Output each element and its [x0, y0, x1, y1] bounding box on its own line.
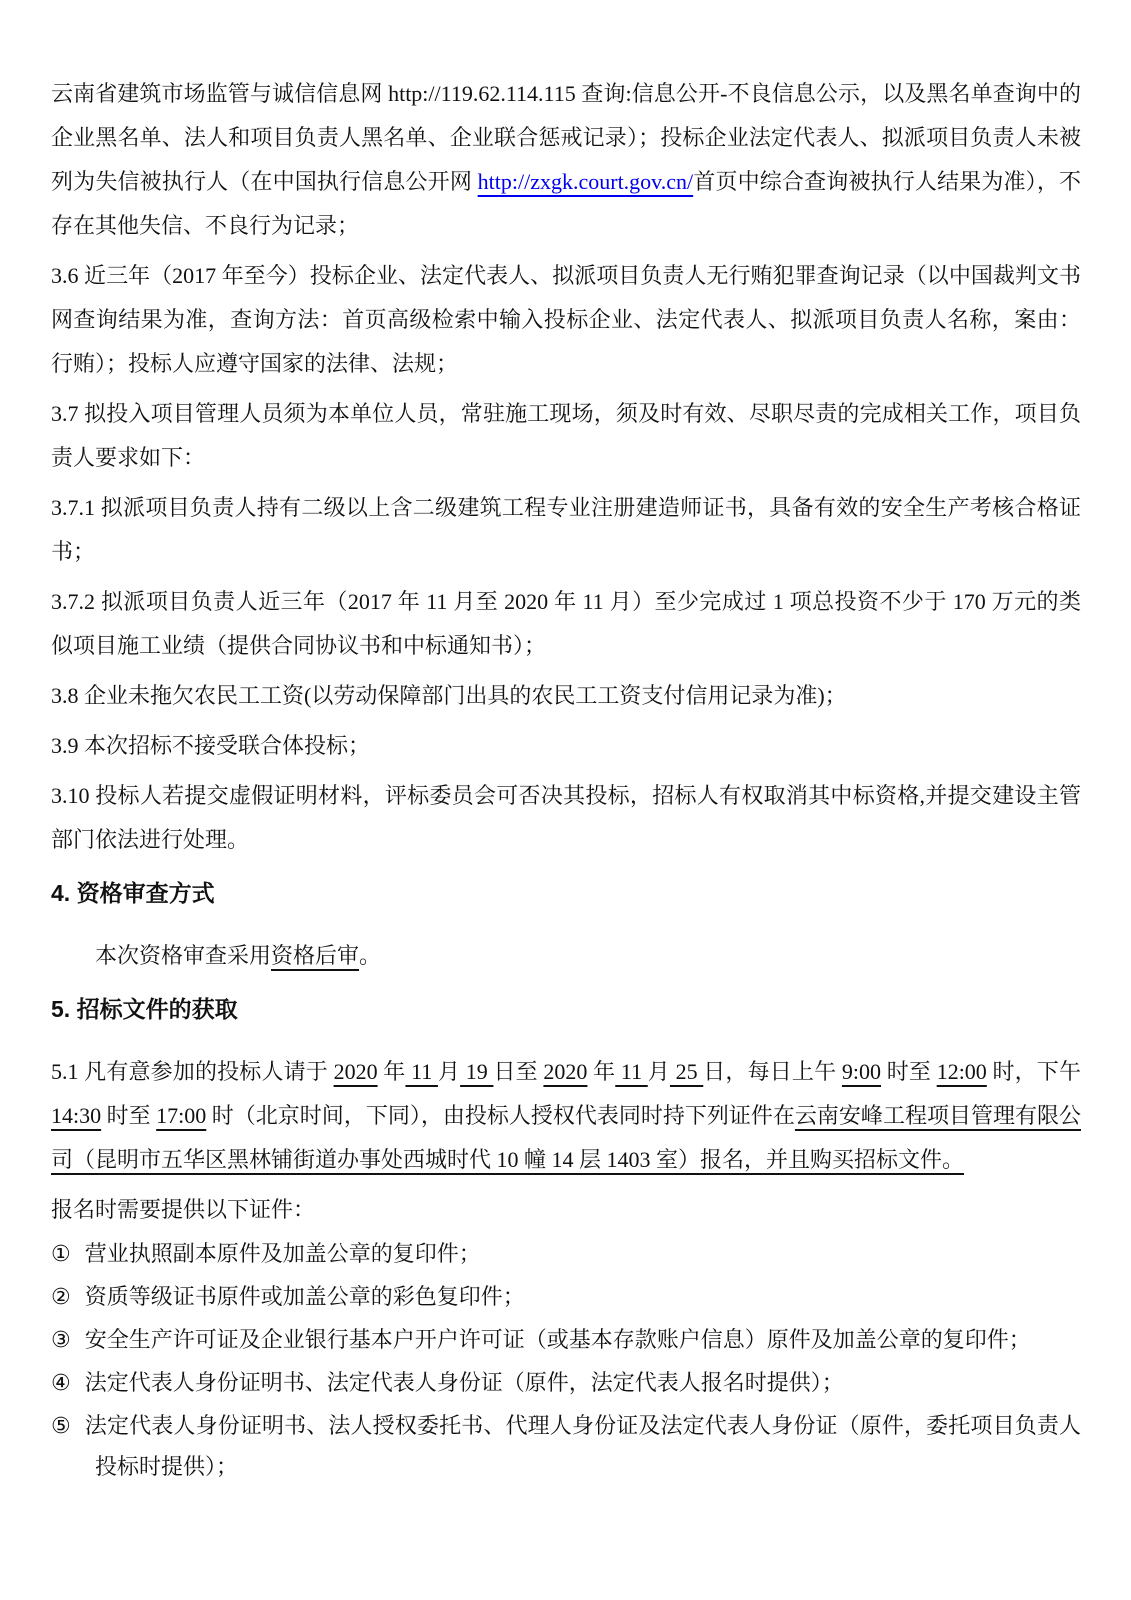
list-item-1	[51, 1234, 1081, 1275]
text-run: 时至	[101, 1103, 157, 1128]
circled-number-3: ③	[51, 1328, 71, 1353]
text-run: 云南省建筑市场监管与诚信信息网 http://119.62.114.115 查询:信息公开-不良信息公示，以及黑名单查询中的企业黑名单、法人和项目负责人黑名单、企业联合惩戒记录）；投标企业法定代表人、拟派项目负责人未被列为失信被执行人（在中国执行信息公开网	[51, 81, 1081, 194]
text-run: 年	[377, 1059, 406, 1084]
list-item-text: 安全生产许可证及企业银行基本户开户许可证（或基本存款账户信息）原件及加盖公章的复印件；	[84, 1327, 1031, 1352]
underlined-month-end: 11	[615, 1059, 648, 1084]
text-run: 月	[647, 1059, 670, 1084]
paragraph-3-9: 3.9 本次招标不接受联合体投标；	[51, 733, 371, 758]
underlined-time-afternoon-start: 14:30	[51, 1103, 102, 1128]
text-run: 日，每日上午	[703, 1059, 842, 1084]
text-run: 日至	[493, 1059, 544, 1084]
list-item-text: 资质等级证书原件或加盖公章的彩色复印件；	[84, 1284, 525, 1309]
list-item-text: 营业执照副本原件及加盖公章的复印件；	[84, 1241, 481, 1266]
circled-number-4: ④	[51, 1371, 71, 1396]
underlined-day-end: 25	[669, 1059, 704, 1084]
text-run: 。	[359, 943, 382, 968]
paragraph-3-7-2: 3.7.2 拟派项目负责人近三年（2017 年 11 月至 2020 年 11 月）至少完成过 1 项总投资不少于 170 万元的类似项目施工业绩（提供合同协议书和中标通知书）；	[51, 589, 1081, 658]
list-item-5	[51, 1406, 1081, 1487]
underlined-day-start: 19	[460, 1059, 494, 1084]
list-item-3	[51, 1320, 1081, 1361]
circled-number-2: ②	[51, 1285, 71, 1310]
underlined-post-qualification: 资格后审	[271, 943, 360, 968]
heading-section-4: 4. 资格审查方式	[51, 880, 215, 906]
paragraph-documents-intro: 报名时需要提供以下证件：	[51, 1197, 316, 1222]
heading-section-5: 5. 招标文件的获取	[51, 996, 238, 1022]
text-run: 5.1 凡有意参加的投标人请于	[51, 1059, 334, 1084]
paragraph-5-1	[51, 1050, 1081, 1182]
underlined-time-morning-start: 9:00	[841, 1059, 882, 1084]
underlined-time-afternoon-end: 17:00	[156, 1103, 207, 1128]
paragraph-3-8: 3.8 企业未拖欠农民工工资(以劳动保障部门出具的农民工工资支付信用记录为准)；	[51, 683, 847, 708]
underlined-year-end: 2020	[543, 1059, 588, 1084]
paragraph-3-6: 3.6 近三年（2017 年至今）投标企业、法定代表人、拟派项目负责人无行贿犯罪查询记录（以中国裁判文书网查询结果为准，查询方法：首页高级检索中输入投标企业、法定代表人、拟派项目负责人名称，案由：行贿）；投标人应遵守国家的法律、法规；	[51, 263, 1081, 376]
underlined-time-morning-end: 12:00	[936, 1059, 987, 1084]
text-run: 时，下午	[986, 1059, 1081, 1084]
list-item-text: 法定代表人身份证明书、法定代表人身份证（原件，法定代表人报名时提供）；	[84, 1370, 844, 1395]
list-item-text: 法定代表人身份证明书、法人授权委托书、代理人身份证及法定代表人身份证（原件，委托项目负责人投标时提供）；	[84, 1413, 1081, 1479]
paragraph-qualification-review	[51, 934, 1081, 978]
underlined-agency-address: 云南安峰工程项目管理有限公司（昆明市五华区黑林铺街道办事处西城时代 10 幢 14 层 1403 室）报名，并且购买招标文件。	[51, 1103, 1081, 1172]
text-run: 年	[587, 1059, 616, 1084]
list-item-4	[51, 1363, 1081, 1404]
court-website-link[interactable]: http://zxgk.court.gov.cn/	[477, 169, 694, 194]
list-item-2	[51, 1277, 1081, 1318]
circled-number-5: ⑤	[51, 1414, 71, 1439]
circled-number-1: ①	[51, 1242, 71, 1267]
underlined-year-start: 2020	[333, 1059, 378, 1084]
text-run: 本次资格审查采用	[95, 943, 272, 968]
paragraph-blacklist-continued	[51, 72, 1081, 248]
paragraph-3-10: 3.10 投标人若提交虚假证明材料，评标委员会可否决其投标，招标人有权取消其中标资格,并提交建设主管部门依法进行处理。	[51, 783, 1081, 852]
paragraph-3-7-1: 3.7.1 拟派项目负责人持有二级以上含二级建筑工程专业注册建造师证书，具备有效的安全生产考核合格证书；	[51, 495, 1081, 564]
text-run: 首页中综合查询被执行人结果为准），不存在其他失信、不良行为记录；	[51, 169, 1081, 238]
required-documents-list	[51, 1234, 1081, 1487]
text-run: 时至	[881, 1059, 937, 1084]
paragraph-3-7: 3.7 拟投入项目管理人员须为本单位人员，常驻施工现场，须及时有效、尽职尽责的完成相关工作，项目负责人要求如下：	[51, 401, 1081, 470]
text-run: 月	[437, 1059, 461, 1084]
text-run: 时（北京时间，下同），由投标人授权代表同时持下列证件在	[206, 1103, 795, 1128]
underlined-month-start: 11	[405, 1059, 438, 1084]
